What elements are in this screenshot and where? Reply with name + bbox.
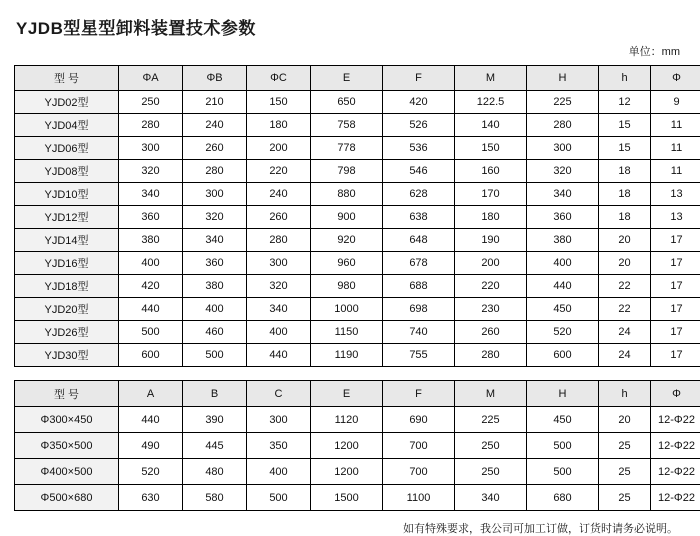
value-cell: 380 [527, 229, 599, 252]
spec-table-secondary [14, 380, 700, 511]
value-cell: 200 [247, 137, 311, 160]
value-cell: 12-Φ22 [651, 433, 700, 459]
value-cell: 1200 [311, 459, 383, 485]
value-cell: 220 [455, 275, 527, 298]
value-cell: 628 [383, 183, 455, 206]
column-header: M [455, 66, 527, 91]
value-cell: 526 [383, 114, 455, 137]
model-cell: YJD26型 [15, 321, 119, 344]
value-cell: 520 [119, 459, 183, 485]
value-cell: 445 [183, 433, 247, 459]
table-row [15, 321, 700, 344]
table-row [15, 114, 700, 137]
model-cell: YJD10型 [15, 183, 119, 206]
value-cell: 698 [383, 298, 455, 321]
value-cell: 300 [527, 137, 599, 160]
table-row [15, 485, 700, 511]
model-cell: YJD06型 [15, 137, 119, 160]
value-cell: 240 [183, 114, 247, 137]
value-cell: 778 [311, 137, 383, 160]
column-header: H [527, 381, 599, 407]
value-cell: 17 [651, 229, 700, 252]
value-cell: 17 [651, 344, 700, 367]
column-header: ΦA [119, 66, 183, 91]
value-cell: 280 [119, 114, 183, 137]
value-cell: 280 [183, 160, 247, 183]
value-cell: 920 [311, 229, 383, 252]
unit-label: 单位：mm [14, 43, 680, 59]
value-cell: 960 [311, 252, 383, 275]
value-cell: 380 [119, 229, 183, 252]
value-cell: 170 [455, 183, 527, 206]
column-header: F [383, 66, 455, 91]
value-cell: 440 [527, 275, 599, 298]
value-cell: 440 [119, 407, 183, 433]
table-row [15, 229, 700, 252]
value-cell: 11 [651, 137, 700, 160]
value-cell: 13 [651, 183, 700, 206]
value-cell: 122.5 [455, 91, 527, 114]
table-row [15, 91, 700, 114]
column-header: E [311, 381, 383, 407]
column-header: Φ [651, 381, 700, 407]
value-cell: 450 [527, 298, 599, 321]
column-header: h [599, 66, 651, 91]
value-cell: 400 [247, 321, 311, 344]
value-cell: 12-Φ22 [651, 407, 700, 433]
value-cell: 20 [599, 252, 651, 275]
value-cell: 190 [455, 229, 527, 252]
table-spacer [14, 367, 686, 380]
value-cell: 9 [651, 91, 700, 114]
model-cell: YJD16型 [15, 252, 119, 275]
value-cell: 420 [119, 275, 183, 298]
value-cell: 880 [311, 183, 383, 206]
value-cell: 900 [311, 206, 383, 229]
value-cell: 140 [455, 114, 527, 137]
value-cell: 400 [119, 252, 183, 275]
value-cell: 280 [247, 229, 311, 252]
value-cell: 300 [183, 183, 247, 206]
value-cell: 12-Φ22 [651, 485, 700, 511]
value-cell: 300 [247, 407, 311, 433]
value-cell: 500 [119, 321, 183, 344]
value-cell: 1120 [311, 407, 383, 433]
value-cell: 18 [599, 183, 651, 206]
model-cell: Φ500×680 [15, 485, 119, 511]
column-header: h [599, 381, 651, 407]
value-cell: 546 [383, 160, 455, 183]
value-cell: 360 [119, 206, 183, 229]
value-cell: 1500 [311, 485, 383, 511]
value-cell: 350 [247, 433, 311, 459]
value-cell: 24 [599, 321, 651, 344]
column-header: H [527, 66, 599, 91]
value-cell: 500 [183, 344, 247, 367]
value-cell: 680 [527, 485, 599, 511]
model-cell: Φ300×450 [15, 407, 119, 433]
value-cell: 740 [383, 321, 455, 344]
model-cell: YJD20型 [15, 298, 119, 321]
value-cell: 1200 [311, 433, 383, 459]
value-cell: 700 [383, 459, 455, 485]
value-cell: 600 [119, 344, 183, 367]
table-row [15, 407, 700, 433]
value-cell: 240 [247, 183, 311, 206]
value-cell: 450 [527, 407, 599, 433]
value-cell: 340 [119, 183, 183, 206]
value-cell: 320 [183, 206, 247, 229]
table-header-row [15, 381, 700, 407]
value-cell: 650 [311, 91, 383, 114]
value-cell: 160 [455, 160, 527, 183]
value-cell: 18 [599, 206, 651, 229]
value-cell: 630 [119, 485, 183, 511]
value-cell: 200 [455, 252, 527, 275]
value-cell: 460 [183, 321, 247, 344]
model-cell: YJD08型 [15, 160, 119, 183]
value-cell: 1100 [383, 485, 455, 511]
model-cell: Φ350×500 [15, 433, 119, 459]
table-row [15, 160, 700, 183]
value-cell: 320 [247, 275, 311, 298]
column-header: A [119, 381, 183, 407]
model-cell: YJD04型 [15, 114, 119, 137]
value-cell: 1150 [311, 321, 383, 344]
value-cell: 490 [119, 433, 183, 459]
value-cell: 12 [599, 91, 651, 114]
table-row [15, 137, 700, 160]
value-cell: 638 [383, 206, 455, 229]
value-cell: 400 [527, 252, 599, 275]
value-cell: 230 [455, 298, 527, 321]
table-header-row [15, 66, 700, 91]
value-cell: 17 [651, 298, 700, 321]
value-cell: 536 [383, 137, 455, 160]
column-header: F [383, 381, 455, 407]
value-cell: 340 [183, 229, 247, 252]
column-header: C [247, 381, 311, 407]
value-cell: 390 [183, 407, 247, 433]
value-cell: 1190 [311, 344, 383, 367]
value-cell: 360 [527, 206, 599, 229]
value-cell: 340 [247, 298, 311, 321]
column-header: ΦB [183, 66, 247, 91]
value-cell: 250 [455, 433, 527, 459]
value-cell: 18 [599, 160, 651, 183]
footer-note: 如有特殊要求，我公司可加工订做，订货时请务必说明。 [14, 520, 678, 536]
value-cell: 225 [527, 91, 599, 114]
value-cell: 690 [383, 407, 455, 433]
value-cell: 22 [599, 275, 651, 298]
value-cell: 360 [183, 252, 247, 275]
value-cell: 150 [455, 137, 527, 160]
value-cell: 300 [119, 137, 183, 160]
value-cell: 520 [527, 321, 599, 344]
model-cell: YJD02型 [15, 91, 119, 114]
value-cell: 11 [651, 114, 700, 137]
value-cell: 320 [119, 160, 183, 183]
value-cell: 13 [651, 206, 700, 229]
value-cell: 340 [455, 485, 527, 511]
value-cell: 180 [247, 114, 311, 137]
model-cell: Φ400×500 [15, 459, 119, 485]
value-cell: 480 [183, 459, 247, 485]
value-cell: 340 [527, 183, 599, 206]
value-cell: 648 [383, 229, 455, 252]
column-header: 型 号 [15, 66, 119, 91]
value-cell: 758 [311, 114, 383, 137]
value-cell: 380 [183, 275, 247, 298]
value-cell: 210 [183, 91, 247, 114]
column-header: E [311, 66, 383, 91]
table-row [15, 206, 700, 229]
value-cell: 260 [247, 206, 311, 229]
value-cell: 678 [383, 252, 455, 275]
column-header: Φ [651, 66, 700, 91]
value-cell: 12-Φ22 [651, 459, 700, 485]
page-title: YJDB型星型卸料装置技术参数 [16, 14, 686, 39]
value-cell: 250 [455, 459, 527, 485]
value-cell: 24 [599, 344, 651, 367]
value-cell: 25 [599, 485, 651, 511]
value-cell: 220 [247, 160, 311, 183]
value-cell: 17 [651, 275, 700, 298]
table-row [15, 344, 700, 367]
column-header: B [183, 381, 247, 407]
value-cell: 500 [527, 459, 599, 485]
value-cell: 980 [311, 275, 383, 298]
model-cell: YJD18型 [15, 275, 119, 298]
value-cell: 440 [119, 298, 183, 321]
value-cell: 600 [527, 344, 599, 367]
value-cell: 500 [527, 433, 599, 459]
value-cell: 300 [247, 252, 311, 275]
value-cell: 15 [599, 114, 651, 137]
value-cell: 440 [247, 344, 311, 367]
value-cell: 798 [311, 160, 383, 183]
value-cell: 25 [599, 433, 651, 459]
value-cell: 260 [183, 137, 247, 160]
value-cell: 250 [119, 91, 183, 114]
value-cell: 700 [383, 433, 455, 459]
value-cell: 20 [599, 229, 651, 252]
value-cell: 225 [455, 407, 527, 433]
spec-table-primary [14, 65, 700, 367]
value-cell: 688 [383, 275, 455, 298]
column-header: M [455, 381, 527, 407]
value-cell: 17 [651, 252, 700, 275]
model-cell: YJD12型 [15, 206, 119, 229]
column-header: 型 号 [15, 381, 119, 407]
value-cell: 320 [527, 160, 599, 183]
value-cell: 280 [527, 114, 599, 137]
value-cell: 260 [455, 321, 527, 344]
column-header: ΦC [247, 66, 311, 91]
model-cell: YJD14型 [15, 229, 119, 252]
value-cell: 17 [651, 321, 700, 344]
value-cell: 1000 [311, 298, 383, 321]
value-cell: 11 [651, 160, 700, 183]
value-cell: 400 [247, 459, 311, 485]
model-cell: YJD30型 [15, 344, 119, 367]
value-cell: 580 [183, 485, 247, 511]
table-row [15, 298, 700, 321]
value-cell: 150 [247, 91, 311, 114]
table-row [15, 275, 700, 298]
value-cell: 15 [599, 137, 651, 160]
value-cell: 22 [599, 298, 651, 321]
table-row [15, 252, 700, 275]
value-cell: 420 [383, 91, 455, 114]
value-cell: 400 [183, 298, 247, 321]
value-cell: 180 [455, 206, 527, 229]
table-row [15, 183, 700, 206]
value-cell: 25 [599, 459, 651, 485]
value-cell: 280 [455, 344, 527, 367]
value-cell: 500 [247, 485, 311, 511]
table-row [15, 433, 700, 459]
value-cell: 20 [599, 407, 651, 433]
value-cell: 755 [383, 344, 455, 367]
table-row [15, 459, 700, 485]
